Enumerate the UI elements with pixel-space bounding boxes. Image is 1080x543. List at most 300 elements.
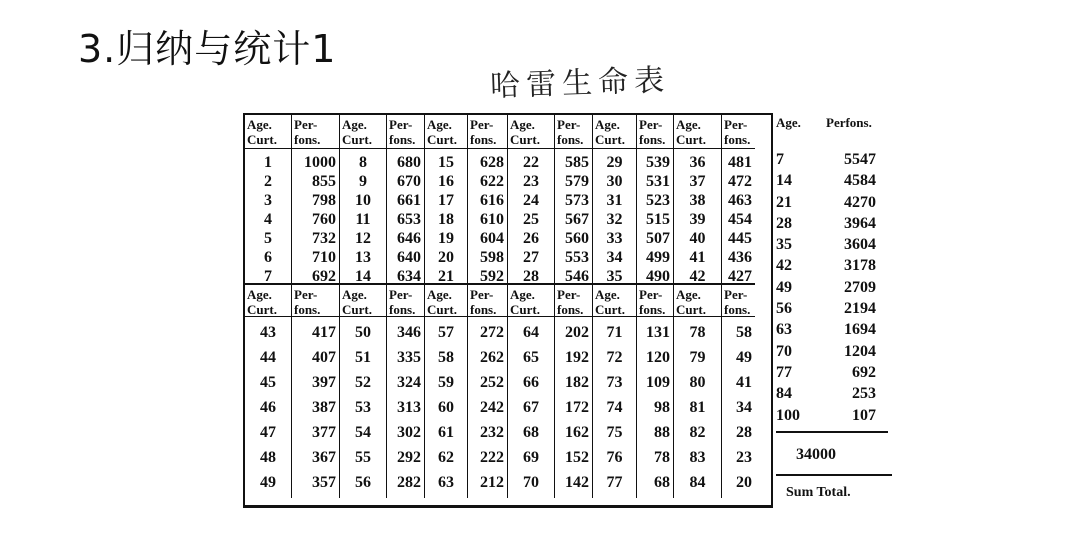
persons-column <box>554 317 592 498</box>
persons-column-header <box>467 283 507 317</box>
age-value: 4 <box>264 211 272 228</box>
age-value: 43 <box>260 324 276 341</box>
age-value: 27 <box>523 249 539 266</box>
age-value: 24 <box>523 192 539 209</box>
persons-value: 417 <box>312 324 336 341</box>
age-column-header <box>673 283 721 317</box>
age-column-header <box>245 283 291 317</box>
persons-value: 272 <box>480 324 504 341</box>
age-value: 5 <box>264 230 272 247</box>
age-value: 35 <box>606 268 623 283</box>
age-value: 11 <box>355 211 371 228</box>
persons-value: 182 <box>565 374 589 391</box>
persons-value: 98 <box>654 399 670 416</box>
persons-value: 622 <box>480 173 504 190</box>
persons-value: 573 <box>565 192 589 209</box>
age-value: 53 <box>355 399 371 416</box>
summary-rows <box>776 151 896 428</box>
header-line: Curt. <box>247 302 277 317</box>
persons-column-header <box>721 283 755 317</box>
header-line: fons. <box>724 132 751 147</box>
age-value: 71 <box>606 324 623 341</box>
persons-value: 553 <box>565 249 589 266</box>
summary-age: 77 <box>776 363 792 381</box>
age-value: 65 <box>523 349 539 366</box>
age-value: 16 <box>438 173 454 190</box>
persons-column <box>636 149 673 283</box>
persons-value: 58 <box>736 324 752 341</box>
summary-age: 28 <box>776 214 792 232</box>
persons-value: 463 <box>728 192 752 209</box>
age-column <box>424 149 467 283</box>
persons-column-header <box>467 115 507 149</box>
header-line: Per- <box>639 287 663 302</box>
age-value: 29 <box>606 154 623 171</box>
age-column <box>245 317 291 498</box>
summary-persons: 3178 <box>844 257 876 275</box>
age-column <box>592 317 636 498</box>
age-value: 37 <box>689 173 706 190</box>
age-column-header <box>424 283 467 317</box>
age-value: 82 <box>689 424 706 441</box>
persons-column <box>467 317 507 498</box>
age-value: 54 <box>355 424 371 441</box>
persons-value: 531 <box>646 173 670 190</box>
age-column <box>339 149 386 283</box>
age-column <box>673 317 721 498</box>
summary-row <box>776 257 896 278</box>
age-column-header <box>507 283 554 317</box>
age-value: 72 <box>606 349 623 366</box>
header-line: Curt. <box>510 302 540 317</box>
age-value: 66 <box>523 374 539 391</box>
age-value: 30 <box>606 173 623 190</box>
sum-rule <box>776 431 888 433</box>
summary-persons: 1694 <box>844 321 876 339</box>
persons-value: 41 <box>736 374 752 391</box>
header-line: Curt. <box>342 132 372 147</box>
persons-value: 222 <box>480 449 504 466</box>
summary-persons: 2709 <box>844 278 876 296</box>
persons-value: 88 <box>654 424 670 441</box>
persons-value: 407 <box>312 349 336 366</box>
summary-age: 7 <box>776 151 784 168</box>
age-column <box>245 149 291 283</box>
persons-value: 427 <box>728 268 752 283</box>
persons-value: 560 <box>565 230 589 247</box>
summary-age: 42 <box>776 257 792 275</box>
age-value: 69 <box>523 449 539 466</box>
persons-value: 162 <box>565 424 589 441</box>
persons-value: 436 <box>728 249 752 266</box>
persons-column-header <box>721 115 755 149</box>
age-value: 31 <box>606 192 623 209</box>
age-column <box>592 149 636 283</box>
header-line: Age. <box>510 287 535 302</box>
persons-column-header <box>636 115 673 149</box>
age-value: 44 <box>260 349 276 366</box>
header-line: Per- <box>389 287 413 302</box>
age-value: 39 <box>689 211 706 228</box>
summary-persons: 107 <box>852 406 876 424</box>
persons-column-header <box>636 283 673 317</box>
persons-column <box>467 149 507 283</box>
persons-column-header <box>291 283 339 317</box>
persons-value: 142 <box>565 474 589 491</box>
age-value: 56 <box>355 474 371 491</box>
age-value: 62 <box>438 449 454 466</box>
persons-value: 324 <box>397 374 421 391</box>
age-value: 76 <box>606 449 623 466</box>
age-value: 60 <box>438 399 454 416</box>
age-value: 42 <box>689 268 706 283</box>
header-line: Curt. <box>510 132 540 147</box>
age-value: 64 <box>523 324 539 341</box>
header-line: fons. <box>294 302 321 317</box>
header-line: Per- <box>389 117 413 132</box>
age-value: 18 <box>438 211 454 228</box>
persons-value: 20 <box>736 474 752 491</box>
persons-value: 335 <box>397 349 421 366</box>
age-value: 61 <box>438 424 454 441</box>
persons-value: 472 <box>728 173 752 190</box>
header-line: Age. <box>510 117 535 132</box>
summary-persons: 692 <box>852 363 876 381</box>
age-value: 23 <box>523 173 539 190</box>
summary-row <box>776 172 896 193</box>
summary-row <box>776 300 896 321</box>
persons-value: 23 <box>736 449 752 466</box>
age-value: 63 <box>438 474 454 491</box>
header-line: Age. <box>427 117 452 132</box>
summary-persons: 5547 <box>844 151 876 168</box>
age-column-header <box>424 115 467 149</box>
header-line: fons. <box>389 132 416 147</box>
persons-value: 567 <box>565 211 589 228</box>
header-line: fons. <box>557 302 584 317</box>
header-line: Per- <box>557 117 581 132</box>
age-value: 1 <box>264 154 272 171</box>
persons-value: 152 <box>565 449 589 466</box>
age-value: 7 <box>264 268 272 283</box>
persons-value: 646 <box>397 230 421 247</box>
summary-row <box>776 279 896 300</box>
age-value: 6 <box>264 249 272 266</box>
header-line: Age. <box>595 117 620 132</box>
persons-value: 192 <box>565 349 589 366</box>
age-value: 20 <box>438 249 454 266</box>
persons-value: 661 <box>397 192 421 209</box>
age-value: 19 <box>438 230 454 247</box>
persons-column-header <box>386 283 424 317</box>
persons-value: 282 <box>397 474 421 491</box>
header-line: Curt. <box>676 302 706 317</box>
persons-value: 499 <box>646 249 670 266</box>
age-value: 57 <box>438 324 454 341</box>
header-line: Per- <box>557 287 581 302</box>
age-value: 47 <box>260 424 276 441</box>
summary-row <box>776 321 896 342</box>
summary-row <box>776 407 896 428</box>
sum-total-value: 34000 <box>796 446 836 463</box>
header-line: Per- <box>294 287 318 302</box>
summary-row <box>776 194 896 215</box>
persons-value: 68 <box>654 474 670 491</box>
age-value: 14 <box>355 268 371 283</box>
persons-value: 120 <box>646 349 670 366</box>
persons-value: 523 <box>646 192 670 209</box>
persons-value: 78 <box>654 449 670 466</box>
age-value: 50 <box>355 324 371 341</box>
age-value: 49 <box>260 474 276 491</box>
persons-column <box>721 149 755 283</box>
age-value: 84 <box>689 474 706 491</box>
age-value: 80 <box>689 374 706 391</box>
age-value: 15 <box>438 154 454 171</box>
age-column-header <box>592 283 636 317</box>
age-column <box>424 317 467 498</box>
persons-value: 592 <box>480 268 504 283</box>
age-value: 22 <box>523 154 539 171</box>
persons-value: 232 <box>480 424 504 441</box>
persons-value: 598 <box>480 249 504 266</box>
summary-age: 56 <box>776 300 792 318</box>
age-value: 45 <box>260 374 276 391</box>
summary-table <box>776 113 896 508</box>
persons-column <box>386 317 424 498</box>
header-line: Per- <box>470 287 494 302</box>
header-line: fons. <box>389 302 416 317</box>
persons-value: 515 <box>646 211 670 228</box>
summary-row <box>776 215 896 236</box>
persons-value: 445 <box>728 230 752 247</box>
age-value: 38 <box>689 192 706 209</box>
slide-title: 3.归纳与统计1 <box>78 27 337 71</box>
persons-value: 798 <box>312 192 336 209</box>
persons-value: 710 <box>312 249 336 266</box>
age-value: 28 <box>523 268 539 283</box>
header-line: Per- <box>294 117 318 132</box>
age-column-header <box>592 115 636 149</box>
age-value: 58 <box>438 349 454 366</box>
persons-column <box>721 317 755 498</box>
persons-column-header <box>291 115 339 149</box>
persons-column <box>291 317 339 498</box>
persons-value: 579 <box>565 173 589 190</box>
age-value: 40 <box>689 230 706 247</box>
persons-value: 732 <box>312 230 336 247</box>
sum-total-label: Sum Total. <box>786 485 851 500</box>
summary-persons: 253 <box>852 385 876 403</box>
age-value: 17 <box>438 192 454 209</box>
persons-column-header <box>554 115 592 149</box>
persons-value: 604 <box>480 230 504 247</box>
header-line: Curt. <box>595 132 625 147</box>
header-line: Curt. <box>427 302 457 317</box>
age-value: 33 <box>606 230 623 247</box>
header-line: Curt. <box>676 132 706 147</box>
summary-persons: 4584 <box>844 172 876 190</box>
persons-value: 692 <box>312 268 336 283</box>
persons-value: 507 <box>646 230 670 247</box>
persons-value: 131 <box>646 324 670 341</box>
persons-value: 212 <box>480 474 504 491</box>
header-line: Age. <box>247 117 272 132</box>
age-value: 74 <box>606 399 623 416</box>
persons-value: 387 <box>312 399 336 416</box>
summary-age: 14 <box>776 172 792 190</box>
persons-value: 634 <box>397 268 421 283</box>
age-value: 52 <box>355 374 371 391</box>
age-value: 9 <box>359 173 367 190</box>
persons-value: 616 <box>480 192 504 209</box>
sum-rule <box>776 474 892 476</box>
age-value: 59 <box>438 374 454 391</box>
age-value: 8 <box>359 154 367 171</box>
header-line: Curt. <box>342 302 372 317</box>
age-value: 36 <box>689 154 706 171</box>
header-line: Age. <box>676 287 701 302</box>
persons-value: 302 <box>397 424 421 441</box>
summary-age: 21 <box>776 193 792 211</box>
persons-value: 397 <box>312 374 336 391</box>
age-value: 46 <box>260 399 276 416</box>
age-column-header <box>339 115 386 149</box>
age-value: 48 <box>260 449 276 466</box>
age-value: 67 <box>523 399 539 416</box>
age-value: 83 <box>689 449 706 466</box>
age-value: 2 <box>264 173 272 190</box>
header-line: fons. <box>470 302 497 317</box>
persons-value: 454 <box>728 211 752 228</box>
summary-persons: 1204 <box>844 342 876 360</box>
persons-value: 377 <box>312 424 336 441</box>
header-line: Age. <box>676 117 701 132</box>
persons-value: 610 <box>480 211 504 228</box>
persons-value: 28 <box>736 424 752 441</box>
persons-value: 585 <box>565 154 589 171</box>
summary-age: 49 <box>776 278 792 296</box>
persons-value: 680 <box>397 154 421 171</box>
header-line: Curt. <box>427 132 457 147</box>
persons-value: 628 <box>480 154 504 171</box>
summary-age: 70 <box>776 342 792 360</box>
persons-value: 653 <box>397 211 421 228</box>
persons-value: 346 <box>397 324 421 341</box>
header-line: Age. <box>427 287 452 302</box>
persons-column <box>554 149 592 283</box>
age-value: 32 <box>606 211 623 228</box>
header-line: Age. <box>342 287 367 302</box>
header-line: fons. <box>557 132 584 147</box>
age-value: 73 <box>606 374 623 391</box>
header-line: fons. <box>470 132 497 147</box>
header-line: Age. <box>595 287 620 302</box>
age-value: 55 <box>355 449 371 466</box>
age-value: 26 <box>523 230 539 247</box>
age-value: 51 <box>355 349 371 366</box>
age-value: 79 <box>689 349 706 366</box>
age-value: 70 <box>523 474 539 491</box>
persons-value: 855 <box>312 173 336 190</box>
persons-value: 49 <box>736 349 752 366</box>
summary-age-header: Age. <box>776 115 801 130</box>
summary-row <box>776 364 896 385</box>
persons-value: 292 <box>397 449 421 466</box>
header-line: Per- <box>639 117 663 132</box>
persons-value: 490 <box>646 268 670 283</box>
persons-column <box>291 149 339 283</box>
summary-age: 63 <box>776 321 792 339</box>
persons-value: 367 <box>312 449 336 466</box>
persons-value: 357 <box>312 474 336 491</box>
age-column-header <box>673 115 721 149</box>
summary-row <box>776 343 896 364</box>
age-column-header <box>245 115 291 149</box>
header-line: Per- <box>724 117 748 132</box>
summary-age: 84 <box>776 385 792 403</box>
age-column <box>673 149 721 283</box>
age-value: 34 <box>606 249 623 266</box>
age-value: 13 <box>355 249 371 266</box>
header-line: Age. <box>247 287 272 302</box>
persons-value: 640 <box>397 249 421 266</box>
header-line: Curt. <box>595 302 625 317</box>
handwritten-note: 哈雷生命表 <box>489 62 671 105</box>
persons-value: 481 <box>728 154 752 171</box>
age-value: 81 <box>689 399 706 416</box>
age-value: 75 <box>606 424 623 441</box>
persons-value: 546 <box>565 268 589 283</box>
age-column <box>339 317 386 498</box>
age-value: 25 <box>523 211 539 228</box>
persons-column-header <box>386 115 424 149</box>
age-column <box>507 149 554 283</box>
persons-column-header <box>554 283 592 317</box>
age-value: 10 <box>355 192 371 209</box>
summary-row <box>776 236 896 257</box>
age-column <box>507 317 554 498</box>
persons-column <box>386 149 424 283</box>
persons-value: 34 <box>736 399 752 416</box>
persons-value: 760 <box>312 211 336 228</box>
persons-value: 1000 <box>304 154 336 171</box>
summary-age: 35 <box>776 236 792 254</box>
age-column-header <box>339 283 386 317</box>
persons-value: 242 <box>480 399 504 416</box>
age-value: 21 <box>438 268 454 283</box>
summary-persons: 3964 <box>844 214 876 232</box>
header-line: Curt. <box>247 132 277 147</box>
persons-value: 252 <box>480 374 504 391</box>
header-line: Per- <box>470 117 494 132</box>
summary-persons: 2194 <box>844 300 876 318</box>
header-line: Age. <box>342 117 367 132</box>
age-value: 41 <box>689 249 706 266</box>
age-value: 78 <box>689 324 706 341</box>
persons-column <box>636 317 673 498</box>
header-line: fons. <box>639 302 666 317</box>
header-line: fons. <box>724 302 751 317</box>
age-column-header <box>507 115 554 149</box>
age-value: 77 <box>606 474 623 491</box>
age-value: 3 <box>264 192 272 209</box>
persons-value: 539 <box>646 154 670 171</box>
persons-value: 202 <box>565 324 589 341</box>
persons-value: 109 <box>646 374 670 391</box>
summary-persons: 4270 <box>844 193 876 211</box>
summary-age: 100 <box>776 406 800 424</box>
